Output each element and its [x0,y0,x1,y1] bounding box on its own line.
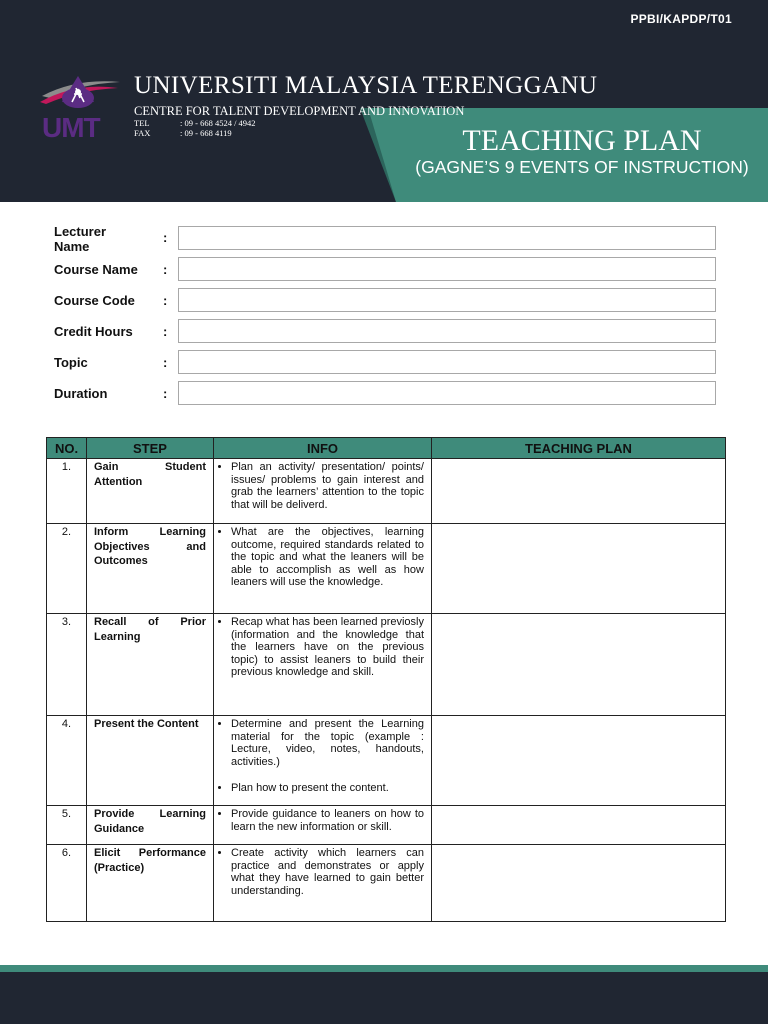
footer-accent-bar [0,965,768,972]
duration-field[interactable] [178,381,716,405]
info-bullet: • Provide guidance to leaners on how to learn the new information or skill. [231,808,424,833]
teaching-plan-cell[interactable] [432,806,726,845]
row-step [87,845,214,922]
col-header-no: NO. [47,438,87,459]
row-step [87,614,214,716]
header-banner [0,0,768,202]
tel-label: TEL [134,118,150,128]
teaching-plan-table [46,437,726,922]
teaching-plan-cell[interactable] [432,524,726,614]
row-info [214,614,432,716]
centre-name: CENTRE FOR TALENT DEVELOPMENT AND INNOVATION [134,104,465,118]
row-number: 5. [47,806,87,845]
table-row [47,845,726,922]
field-colon: : [163,230,168,245]
row-info [214,716,432,806]
topic-row [54,350,720,376]
field-colon: : [163,293,168,308]
info-bullet: • Recap what has been learned previosly (information and the knowledge that the learners have on the previous topic) to assist leaners to build their previous knowledge and skill. [231,616,424,679]
teaching-plan-cell[interactable] [432,459,726,524]
tel-value: : 09 - 668 4524 / 4942 [180,118,256,128]
field-colon: : [163,324,168,339]
field-colon: : [163,355,168,370]
info-bullet: • Plan how to present the content. [231,782,424,795]
course-name-label: Course Name [54,262,138,277]
row-number: 2. [47,524,87,614]
course-code-field[interactable] [178,288,716,312]
teaching-plan-cell[interactable] [432,845,726,922]
table-row [47,614,726,716]
row-info [214,845,432,922]
row-info [214,459,432,524]
table-row [47,459,726,524]
table-row [47,716,726,806]
step-label: Present the Content [94,718,199,730]
lecturer-name-field[interactable] [178,226,716,250]
info-bullet: • What are the objectives, learning outcome, required standards related to the topic and what the leaners will be able to accomplish as well as how leaners will use the knowledge. [231,526,424,589]
col-header-info: INFO [214,438,432,459]
table-row [47,524,726,614]
course-code-row [54,288,720,314]
row-step [87,459,214,524]
col-header-teaching-plan: TEACHING PLAN [432,438,726,459]
step-label: Provide Learning Guidance [94,808,206,835]
row-info [214,524,432,614]
step-label: Gain Student Attention [94,461,206,488]
info-bullet: • Plan an activity/ presentation/ points/ issues/ problems to gain interest and grab the learners’ attention to the topic that will be deliverd. [231,461,424,511]
teaching-plan-cell[interactable] [432,614,726,716]
teaching-plan-cell[interactable] [432,716,726,806]
field-colon: : [163,262,168,277]
lecturer-name-label: Lecturer Name [54,224,107,254]
info-bullet: • Create activity which learners can practice and demonstrates or apply what they have learned to gain better understanding. [231,847,424,897]
fax-value: : 09 - 668 4119 [180,127,232,138]
info-bullet: • Determine and present the Learning material for the topic (example : Lecture, video, notes, handouts, activities.) [231,718,424,768]
lecturer-name-row [54,226,720,252]
table-row [47,806,726,845]
row-step [87,806,214,845]
col-header-step: STEP [87,438,214,459]
course-name-row [54,257,720,283]
row-number: 4. [47,716,87,806]
credit-hours-field[interactable] [178,319,716,343]
umt-logo [36,72,122,144]
fax-label: FAX [134,127,151,138]
contact-info [134,119,256,138]
field-colon: : [163,386,168,401]
row-step [87,716,214,806]
step-label: Recall of Prior Learning [94,616,206,643]
duration-row [54,381,720,407]
university-name: UNIVERSITI MALAYSIA TERENGGANU [134,72,598,99]
credit-hours-label: Credit Hours [54,324,133,339]
duration-label: Duration [54,386,108,401]
footer-band [0,972,768,1024]
topic-label: Topic [54,355,88,370]
document-code: PPBI/KAPDP/T01 [630,12,732,26]
page-subtitle: (GAGNE’S 9 EVENTS OF INSTRUCTION) [415,157,749,177]
topic-field[interactable] [178,350,716,374]
page-title: TEACHING PLAN [462,124,702,157]
course-name-field[interactable] [178,257,716,281]
row-number: 3. [47,614,87,716]
step-label: Elicit Performance (Practice) [94,847,206,874]
row-step [87,524,214,614]
row-number: 6. [47,845,87,922]
step-label: Inform Learning Objectives and Outcomes [94,526,206,567]
logo-text: UMT [42,112,100,143]
credit-hours-row [54,319,720,345]
course-code-label: Course Code [54,293,135,308]
row-number: 1. [47,459,87,524]
table-header-row [47,438,726,459]
row-info [214,806,432,845]
